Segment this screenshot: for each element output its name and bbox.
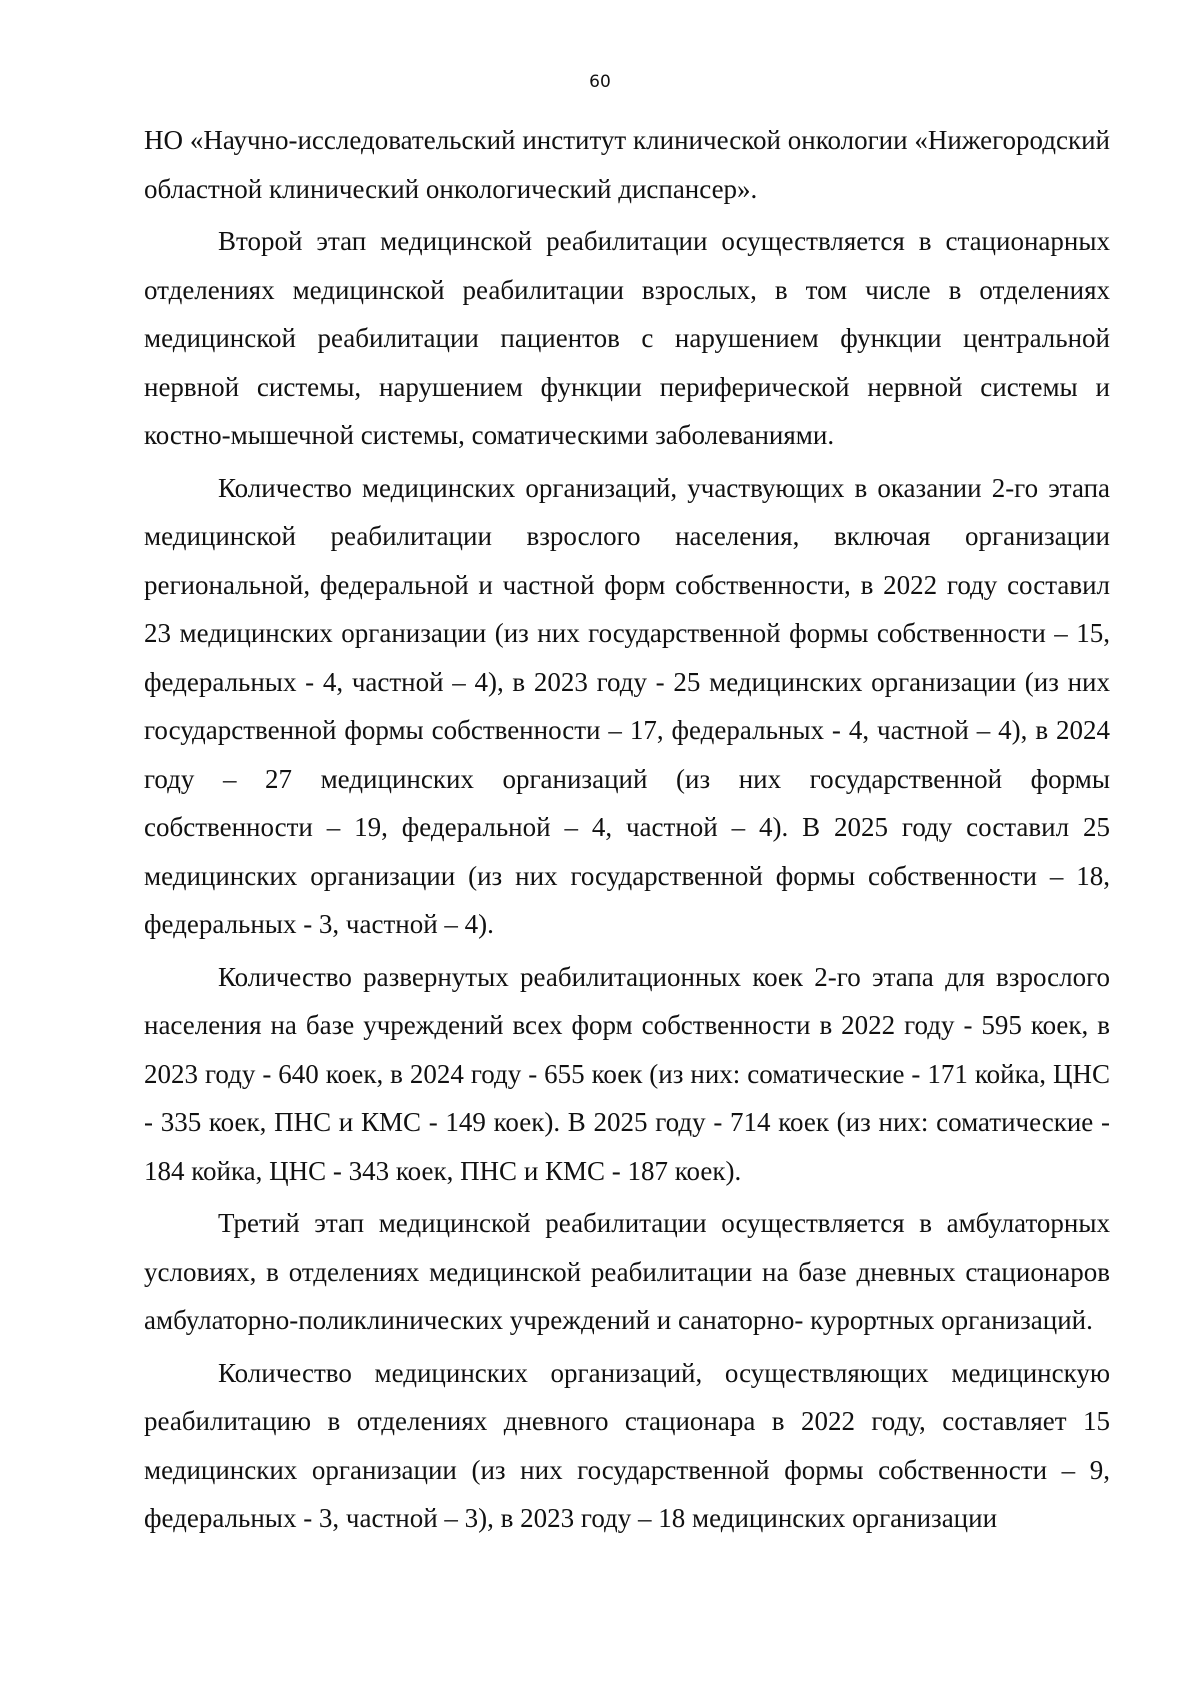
text-line: Второй этап медицинской реабилитации осуществляется xyxy=(218,226,905,256)
text-line: реабилитацию в отделениях дневного стационара в 2022 году, составляет xyxy=(144,1406,1067,1436)
text-line: стационаров амбулаторно-поликлинических учреждений и санаторно- xyxy=(144,1256,1111,1335)
paragraph xyxy=(144,1349,1110,1543)
text-line: Третий этап медицинской реабилитации осуществляется в амбулаторных xyxy=(218,1208,1110,1238)
text-line: 9, федеральных - 3, частной – 3), в 2023 году – 18 медицинских организации xyxy=(144,1454,1110,1533)
text-line: в 2022 году - 595 коек, в 2023 году - 640 коек, в 2024 году - 655 коек (из них: xyxy=(144,1010,1110,1089)
page-number: 60 xyxy=(589,72,611,92)
text-line: 25 медицинских организации (из них государственной формы собственности – xyxy=(144,666,1110,745)
text-line: Количество медицинских организаций, участвующих в оказании xyxy=(218,472,982,503)
text-line: Количество развернутых реабилитационных коек 2-го этапа xyxy=(218,961,934,992)
paragraph xyxy=(144,217,1110,460)
text-line: (из них государственной формы собственности – 19, федеральной – 4, частной xyxy=(144,763,1110,842)
text-line: системы и костно-мышечной системы, соматическими заболеваниями. xyxy=(144,371,1110,450)
paragraph xyxy=(144,1199,1110,1345)
text-line: 2-го этапа медицинской реабилитации взрослого населения, включая xyxy=(144,472,1110,551)
text-line: НО «Научно-исследовательский институт клинической онкологии xyxy=(144,125,908,155)
text-line: для взрослого населения на базе учреждений всех форм собственности xyxy=(144,961,1110,1040)
text-line: в стационарных отделениях медицинской реабилитации взрослых, в том числе xyxy=(144,226,1110,305)
text-line: 15 медицинских организации (из них государственной формы собственности – xyxy=(144,1406,1110,1485)
text-line: - 714 коек (из них: соматические - 184 койка, ЦНС - 343 коек, ПНС и КМС - xyxy=(144,1107,1111,1186)
text-line: формы собственности – 15, федеральных - 4, частной – 4), в 2023 году - xyxy=(144,618,1110,697)
text-line: соматические - 171 койка, ЦНС - 335 коек, ПНС и КМС - 149 коек). В 2025 году xyxy=(144,1058,1110,1137)
text-line: курортных организаций. xyxy=(810,1305,1093,1335)
text-line: в 2022 году составил 23 медицинских организации (из них государственной xyxy=(144,569,1110,648)
text-line: условиях, в отделениях медицинской реабилитации на базе дневных xyxy=(144,1256,956,1287)
paragraph xyxy=(144,953,1110,1196)
text-line: центральной нервной системы, нарушением функции периферической нервной xyxy=(144,323,1110,402)
text-line: – 4). В 2025 году составил 25 медицинских организации (из них xyxy=(144,812,1110,891)
paragraph xyxy=(144,116,1110,213)
text-line: организации региональной, федеральной и частной форм собственности, xyxy=(144,521,1111,600)
paragraph xyxy=(144,464,1110,949)
text-line: в отделениях медицинской реабилитации пациентов с нарушением функции xyxy=(144,274,1111,353)
text-line: государственной формы собственности – 18, федеральных - 3, частной – 4). xyxy=(144,860,1111,939)
text-line: 17, федеральных - 4, частной – 4), в 2024 году – 27 медицинских организаций xyxy=(144,715,1111,794)
document-body xyxy=(144,116,1110,1547)
text-line: «Нижегородский областной клинический онкологический диспансер». xyxy=(144,125,1110,204)
text-line: Количество медицинских организаций, осуществляющих медицинскую xyxy=(218,1357,1110,1388)
text-line: 187 коек). xyxy=(627,1155,742,1186)
